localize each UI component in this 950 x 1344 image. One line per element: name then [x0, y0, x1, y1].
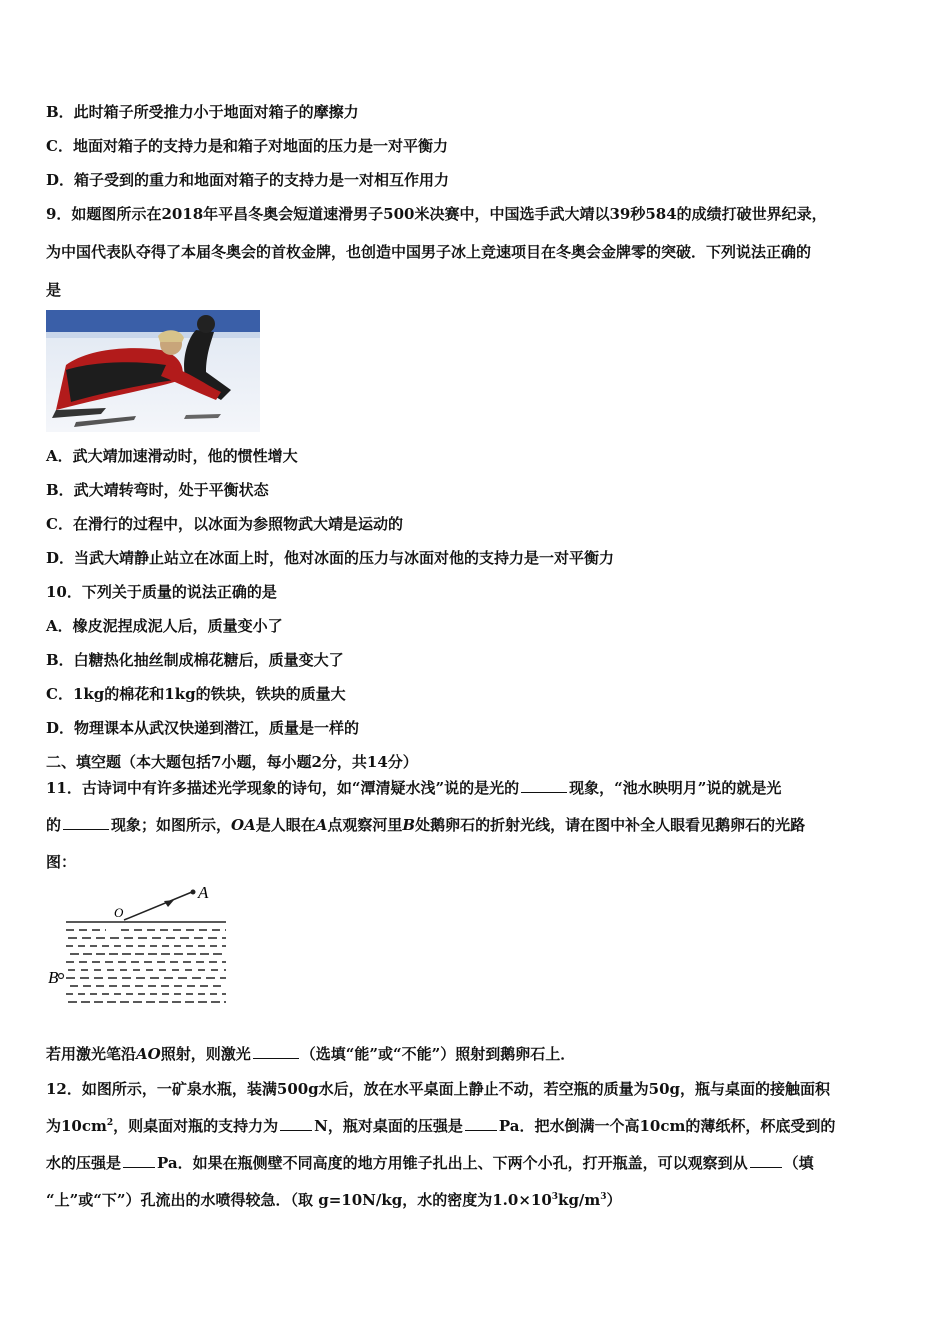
answer-blank[interactable]: [521, 778, 567, 793]
q11-text: 处鹅卵石的折射光线，请在图中补全人眼看见鹅卵石的光路: [415, 816, 806, 834]
q12-text: ）: [606, 1191, 622, 1209]
q9-stem-line2: 为中国代表队夺得了本届冬奥会的首枚金牌，也创造中国男子冰上竞速项目在冬奥会金牌零的突破．下列说法正确的: [46, 243, 812, 261]
q12-text: Pa．把水倒满一个高10cm的薄纸杯，杯底受到的: [498, 1117, 836, 1135]
q11-line4: [46, 1044, 575, 1064]
label-b: B: [48, 968, 59, 987]
q9-stem-line3: 是: [46, 281, 62, 299]
q10-option-c: C．1kg的棉花和1kg的铁块，铁块的质量大: [46, 685, 346, 703]
q10-option-b: B．白糖热化抽丝制成棉花糖后，质量变大了: [46, 651, 344, 669]
label-o: O: [114, 905, 124, 920]
q11-line2: [46, 815, 805, 835]
q12-text: N，瓶对桌面的压强是: [314, 1117, 463, 1135]
q11-symbol-oa: OA: [231, 816, 256, 834]
q11-text: 11．古诗词中有许多描述光学现象的诗句，如“潭清疑水浅”说的是光的: [46, 779, 520, 797]
answer-blank[interactable]: [280, 1116, 312, 1131]
answer-blank[interactable]: [123, 1153, 155, 1168]
q9-stem-line1: 9．如题图所示在2018年平昌冬奥会短道速滑男子500米决赛中，中国选手武大靖以39秒584的成绩打破世界纪录，: [46, 205, 827, 223]
q12-line1: 12．如图所示，一矿泉水瓶，装满500g水后，放在水平桌面上静止不动，若空瓶的质量为50g，瓶与桌面的接触面积: [46, 1080, 831, 1098]
q12-text: ，则桌面对瓶的支持力为: [113, 1117, 279, 1135]
answer-blank[interactable]: [750, 1153, 782, 1168]
q11-text: 现象，“池水映明月”说的就是光: [569, 779, 782, 797]
q11-text: （选填“能”或“不能”）照射到鹅卵石上．: [300, 1045, 576, 1063]
q11-symbol-a: A: [315, 816, 328, 834]
q10-option-a: A．橡皮泥捏成泥人后，质量变小了: [46, 617, 283, 635]
q11-line3: 图：: [46, 853, 77, 871]
q11-text: 若用激光笔沿: [46, 1045, 137, 1063]
q12-text: “上”或“下”）孔流出的水喷得较急．（取 g=10N/kg，水的密度为1.0×10: [46, 1191, 552, 1209]
q8-option-d: D．箱子受到的重力和地面对箱子的支持力是一对相互作用力: [46, 171, 450, 189]
q8-option-b: B．此时箱子所受推力小于地面对箱子的摩擦力: [46, 103, 359, 121]
refraction-diagram: [46, 880, 236, 1012]
q8-option-c: C．地面对箱子的支持力是和箱子对地面的压力是一对平衡力: [46, 137, 448, 155]
q12-line2: [46, 1116, 835, 1136]
q12-line3: [46, 1153, 814, 1173]
q12-text: 为10cm: [46, 1117, 107, 1135]
q11-text: 的: [46, 816, 62, 834]
q11-text: 是人眼在: [255, 816, 316, 834]
q11-line1: [46, 778, 781, 798]
q9-option-d: D．当武大靖静止站立在冰面上时，他对冰面的压力与冰面对他的支持力是一对平衡力: [46, 549, 615, 567]
q10-option-d: D．物理课本从武汉快递到潜江，质量是一样的: [46, 719, 360, 737]
answer-blank[interactable]: [63, 815, 109, 830]
section-heading: 二、填空题（本大题包括7小题，每小题2分，共14分）: [46, 753, 418, 771]
q11-symbol-b: B: [402, 816, 416, 834]
q12-sup: 3: [600, 1192, 607, 1202]
q12-line4: [46, 1190, 622, 1210]
q11-text: 现象；如图所示，: [111, 816, 232, 834]
q12-sup: 2: [106, 1118, 114, 1128]
q12-text: kg/m: [558, 1191, 601, 1209]
q11-text: 点观察河里: [327, 816, 403, 834]
q12-text: 水的压强是: [46, 1154, 122, 1172]
label-a: A: [198, 883, 209, 902]
q9-option-b: B．武大靖转弯时，处于平衡状态: [46, 481, 269, 499]
q11-text: 照射，则激光: [160, 1045, 251, 1063]
speed-skating-photo: [46, 310, 260, 432]
answer-blank[interactable]: [465, 1116, 497, 1131]
q12-text: （填: [783, 1154, 814, 1172]
q12-text: Pa．如果在瓶侧壁不同高度的地方用锥子扎出上、下两个小孔，打开瓶盖，可以观察到从: [157, 1154, 748, 1172]
q11-symbol-ao: AO: [136, 1045, 161, 1063]
q12-sup: 3: [551, 1192, 559, 1202]
q10-stem: 10．下列关于质量的说法正确的是: [46, 583, 277, 601]
q9-option-c: C．在滑行的过程中，以冰面为参照物武大靖是运动的: [46, 515, 403, 533]
q9-option-a: A．武大靖加速滑动时，他的惯性增大: [46, 447, 298, 465]
answer-blank[interactable]: [253, 1044, 299, 1059]
